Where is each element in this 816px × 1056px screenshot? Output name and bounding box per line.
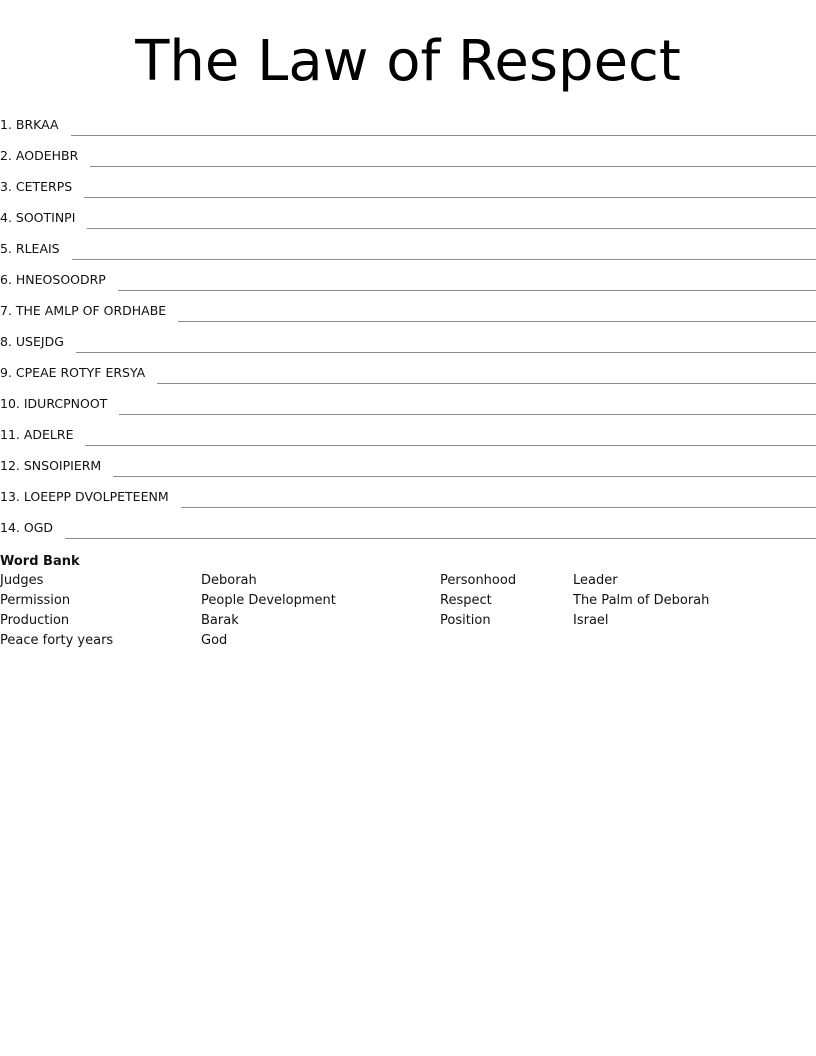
answer-line[interactable] bbox=[71, 135, 816, 136]
question-row bbox=[0, 169, 816, 200]
question-row bbox=[0, 417, 816, 448]
answer-line[interactable] bbox=[118, 290, 816, 291]
scramble-question-list bbox=[0, 107, 816, 541]
word-bank-column-2 bbox=[201, 571, 336, 651]
scrambled-word: 3. CETERPS bbox=[0, 179, 73, 194]
answer-line[interactable] bbox=[119, 414, 816, 415]
word-bank-item: Barak bbox=[201, 613, 239, 628]
scrambled-word: 10. IDURCPNOOT bbox=[0, 396, 108, 411]
word-bank-item: Deborah bbox=[201, 573, 257, 588]
answer-line[interactable] bbox=[90, 166, 816, 167]
word-bank bbox=[0, 553, 816, 651]
word-bank-grid bbox=[0, 571, 816, 651]
word-bank-column-3 bbox=[440, 571, 516, 631]
answer-line[interactable] bbox=[84, 197, 816, 198]
question-row bbox=[0, 262, 816, 293]
answer-line[interactable] bbox=[181, 507, 816, 508]
word-bank-item: Judges bbox=[0, 573, 44, 588]
question-row bbox=[0, 355, 816, 386]
word-bank-item: Production bbox=[0, 613, 70, 628]
question-row bbox=[0, 231, 816, 262]
worksheet-title: The Law of Respect bbox=[135, 29, 681, 94]
answer-line[interactable] bbox=[87, 228, 816, 229]
question-row bbox=[0, 510, 816, 541]
word-bank-column-1 bbox=[0, 571, 113, 651]
answer-line[interactable] bbox=[157, 383, 816, 384]
answer-line[interactable] bbox=[113, 476, 816, 477]
answer-line[interactable] bbox=[178, 321, 816, 322]
question-row bbox=[0, 448, 816, 479]
scrambled-word: 6. HNEOSOODRP bbox=[0, 272, 106, 287]
word-bank-item: The Palm of Deborah bbox=[573, 593, 710, 608]
scrambled-word: 9. CPEAE ROTYF ERSYA bbox=[0, 365, 146, 380]
scrambled-word: 8. USEJDG bbox=[0, 334, 64, 349]
scrambled-word: 4. SOOTINPI bbox=[0, 210, 76, 225]
scrambled-word: 2. AODEHBR bbox=[0, 148, 79, 163]
scrambled-word: 5. RLEAIS bbox=[0, 241, 60, 256]
word-bank-item: God bbox=[201, 633, 228, 648]
scrambled-word: 1. BRKAA bbox=[0, 117, 59, 132]
answer-line[interactable] bbox=[65, 538, 816, 539]
question-row bbox=[0, 200, 816, 231]
answer-line[interactable] bbox=[76, 352, 816, 353]
scrambled-word: 14. OGD bbox=[0, 520, 54, 535]
scrambled-word: 13. LOEEPP DVOLPETEENM bbox=[0, 489, 169, 504]
word-bank-column-4 bbox=[573, 571, 709, 631]
scrambled-word: 12. SNSOIPIERM bbox=[0, 458, 102, 473]
word-bank-heading: Word Bank bbox=[0, 554, 80, 569]
word-bank-item: Peace forty years bbox=[0, 633, 114, 648]
word-bank-item: Position bbox=[440, 613, 491, 628]
scrambled-word: 7. THE AMLP OF ORDHABE bbox=[0, 303, 167, 318]
question-row bbox=[0, 138, 816, 169]
answer-line[interactable] bbox=[85, 445, 816, 446]
question-row bbox=[0, 293, 816, 324]
word-bank-item: Personhood bbox=[440, 573, 517, 588]
question-row bbox=[0, 386, 816, 417]
question-row bbox=[0, 479, 816, 510]
answer-line[interactable] bbox=[72, 259, 816, 260]
word-bank-item: Leader bbox=[573, 573, 618, 588]
word-bank-item: Israel bbox=[573, 613, 609, 628]
word-bank-item: People Development bbox=[201, 593, 336, 608]
question-row bbox=[0, 107, 816, 138]
word-bank-item: Permission bbox=[0, 593, 71, 608]
question-row bbox=[0, 324, 816, 355]
scrambled-word: 11. ADELRE bbox=[0, 427, 74, 442]
word-bank-item: Respect bbox=[440, 593, 492, 608]
